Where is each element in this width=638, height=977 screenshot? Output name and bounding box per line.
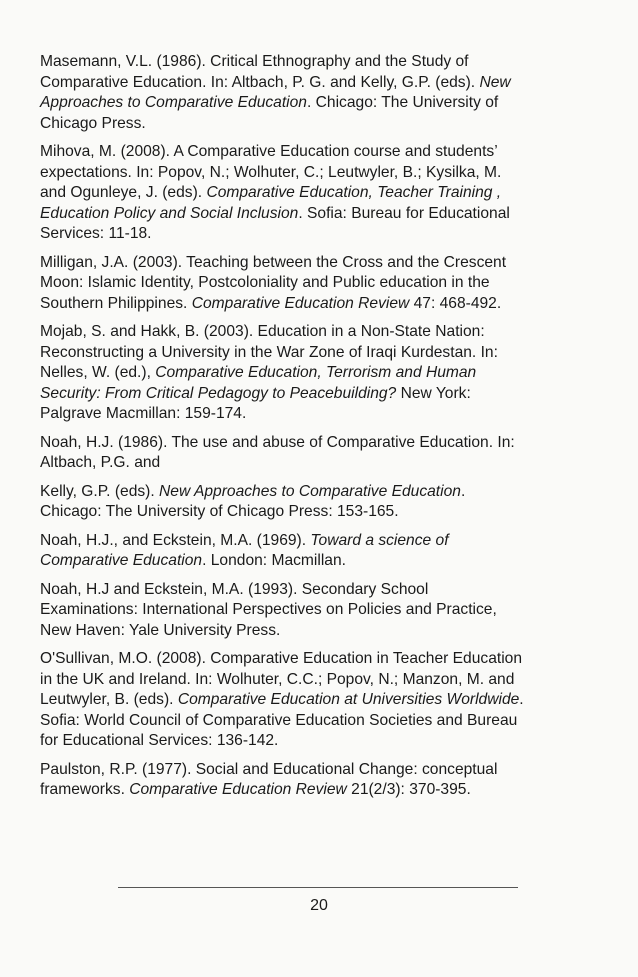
reference-line	[40, 204, 606, 225]
reference-line	[40, 363, 606, 384]
footer-rule	[118, 887, 518, 888]
reference-entry	[40, 142, 606, 245]
reference-text: . Sofia: Bureau for Educational	[298, 204, 510, 222]
reference-line	[40, 253, 606, 274]
reference-text: Moon: Islamic Identity, Postcoloniality and Public education in the	[40, 274, 490, 291]
reference-line	[40, 690, 606, 711]
reference-line	[40, 224, 606, 245]
reference-entry	[40, 253, 606, 315]
reference-title-text: Comparative Education Review	[191, 294, 410, 312]
reference-line	[40, 600, 606, 621]
reference-line	[40, 621, 606, 642]
reference-text: New York:	[396, 384, 471, 402]
reference-text: O'Sullivan, M.O. (2008). Comparative Education in Teacher Education	[40, 650, 523, 667]
reference-line	[40, 163, 606, 184]
reference-text: 47: 468-492.	[409, 294, 502, 312]
reference-text: Noah, H.J., and Eckstein, M.A. (1969).	[40, 531, 311, 549]
reference-title-text: New	[479, 73, 511, 91]
reference-text: .	[460, 482, 466, 500]
reference-entry	[40, 531, 606, 572]
reference-text: Masemann, V.L. (1986). Critical Ethnography and the Study of	[40, 53, 469, 70]
reference-title-text: Education Policy and Social Inclusion	[40, 204, 299, 222]
reference-text: .	[519, 691, 524, 708]
reference-title-text: Comparative Education	[40, 552, 203, 569]
reference-text: . Chicago: The University of	[306, 94, 499, 111]
reference-line	[40, 93, 606, 114]
reference-entry	[40, 580, 606, 642]
reference-entry	[40, 482, 606, 523]
reference-text: Kelly, G.P. (eds).	[40, 482, 160, 500]
reference-text: in the UK and Ireland. In: Wolhuter, C.C.; Popov, N.; Manzon, M. and	[40, 670, 515, 688]
reference-line	[40, 384, 606, 405]
reference-line	[40, 502, 606, 523]
reference-text: . London: Macmillan.	[202, 552, 346, 569]
reference-title-text: Security: From Critical Pedagogy to Peacebuilding?	[40, 384, 397, 402]
reference-line	[40, 453, 606, 474]
reference-text: Milligan, J.A. (2003). Teaching between the Cross and the Crescent	[40, 253, 507, 271]
reference-text: Southern Philippines.	[40, 294, 192, 312]
reference-line	[40, 670, 606, 691]
reference-text: Paulston, R.P. (1977). Social and Educational Change: conceptual	[40, 760, 498, 778]
reference-line	[40, 531, 606, 552]
reference-line	[40, 114, 606, 135]
reference-list	[40, 52, 606, 809]
reference-line	[40, 52, 606, 73]
reference-line	[40, 433, 606, 454]
reference-line	[40, 482, 606, 503]
reference-title-text: Comparative Education, Teacher Training ,	[206, 184, 502, 201]
reference-line	[40, 404, 606, 425]
reference-line	[40, 760, 606, 781]
reference-text: Chicago Press.	[40, 114, 146, 132]
reference-line	[40, 343, 606, 364]
reference-line	[40, 322, 606, 343]
reference-text: 21(2/3): 370-395.	[346, 781, 471, 798]
reference-line	[40, 711, 606, 732]
reference-title-text: Comparative Education, Terrorism and Human	[155, 364, 477, 381]
reference-text: New Haven: Yale University Press.	[40, 621, 281, 639]
reference-line	[40, 731, 606, 752]
reference-text: Noah, H.J. (1986). The use and abuse of Comparative Education. In:	[40, 433, 515, 451]
reference-title-text: Toward a science of	[310, 531, 449, 549]
reference-text: Palgrave Macmillan: 159-174.	[40, 405, 247, 422]
reference-text: Leutwyler, B. (eds).	[40, 691, 178, 708]
reference-text: expectations. In: Popov, N.; Wolhuter, C.; Leutwyler, B.; Kysilka, M.	[40, 163, 502, 181]
reference-line	[40, 551, 606, 572]
reference-text: Reconstructing a University in the War Zone of Iraqi Kurdestan. In:	[40, 343, 498, 361]
reference-text: Examinations: International Perspectives on Policies and Practice,	[40, 601, 497, 618]
reference-line	[40, 294, 606, 315]
reference-entry	[40, 52, 606, 134]
reference-text: for Educational Services: 136-142.	[40, 732, 279, 749]
reference-title-text: Comparative Education Review	[129, 781, 347, 798]
reference-text: Mojab, S. and Hakk, B. (2003). Education in a Non-State Nation:	[40, 323, 485, 340]
reference-line	[40, 183, 606, 204]
reference-text: Services: 11-18.	[40, 225, 152, 242]
reference-text: Sofia: World Council of Comparative Education Societies and Bureau	[40, 711, 518, 729]
reference-text: Altbach, P.G. and	[40, 454, 161, 471]
reference-text: and Ogunleye, J. (eds).	[40, 184, 207, 201]
reference-title-text: Approaches to Comparative Education	[40, 94, 307, 111]
reference-line	[40, 580, 606, 601]
reference-text: Mihova, M. (2008). A Comparative Education course and students’	[40, 143, 498, 160]
reference-text: Comparative Education. In: Altbach, P. G. and Kelly, G.P. (eds).	[40, 73, 480, 91]
reference-entry	[40, 760, 606, 801]
reference-line	[40, 649, 606, 670]
reference-entry	[40, 433, 606, 474]
reference-title-text: Comparative Education at Universities Worldwide	[177, 691, 520, 708]
reference-line	[40, 73, 606, 94]
page-number: 20	[310, 897, 328, 914]
reference-text: Noah, H.J and Eckstein, M.A. (1993). Secondary School	[40, 580, 429, 598]
reference-title-text: New Approaches to Comparative Education	[159, 482, 461, 500]
reference-text: Nelles, W. (ed.),	[40, 364, 156, 381]
reference-line	[40, 142, 606, 163]
reference-line	[40, 273, 606, 294]
reference-text: frameworks.	[40, 781, 130, 798]
reference-line	[40, 780, 606, 801]
reference-entry	[40, 322, 606, 425]
reference-text: Chicago: The University of Chicago Press: 153-165.	[40, 503, 399, 520]
reference-entry	[40, 649, 606, 752]
